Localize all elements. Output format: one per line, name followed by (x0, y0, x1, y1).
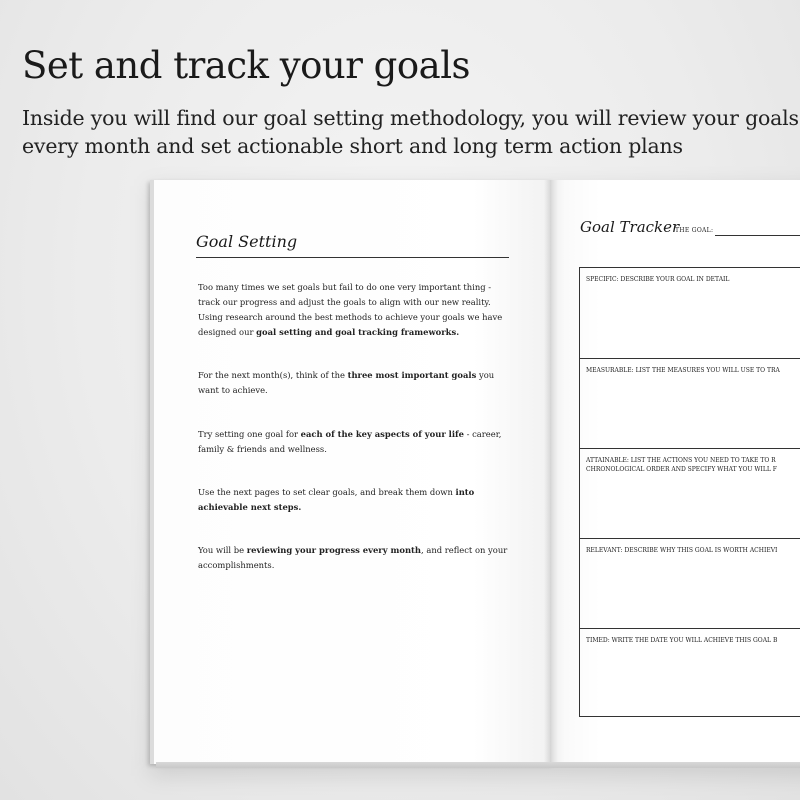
goal-setting-paragraph-4: Use the next pages to set clear goals, and break them down into achievable next steps. (198, 487, 475, 512)
tracker-row-timed (580, 628, 800, 718)
the-goal-line (715, 235, 800, 236)
book-gutter (544, 180, 558, 764)
goal-setting-paragraph-2: For the next month(s), think of the three most important goals you want to achieve. (198, 370, 495, 395)
the-goal-label: THE GOAL: (675, 227, 714, 234)
left-page (150, 180, 554, 764)
headline: Set and track your goals (22, 44, 471, 87)
tracker-row-label: RELEVANT: DESCRIBE WHY THIS GOAL IS WORTH ACHIEVI (586, 547, 778, 554)
goal-setting-title: Goal Setting (196, 232, 298, 251)
tracker-row-label: ATTAINABLE: LIST THE ACTIONS YOU NEED TO TAKE TO R CHRONOLOGICAL ORDER AND SPECIFY WHAT YOU WILL F (586, 457, 777, 473)
tracker-row-attainable (580, 448, 800, 538)
goal-setting-paragraph-5: You will be reviewing your progress every month, and reflect on your accomplishments. (198, 545, 508, 570)
goal-setting-rule (196, 257, 509, 258)
subheadline: Inside you will find our goal setting methodology, you will review your goals every month and set actionable short and long term action plans (22, 106, 799, 158)
goal-setting-paragraph-1: Too many times we set goals but fail to do one very important thing - track our progress and adjust the goals to align with our new reality. Using research around the best methods to achieve your goals we have designed our goal setting and goal tracking frameworks. (198, 282, 503, 337)
goal-tracker-title: Goal Tracker (580, 218, 680, 236)
tracker-row-label: TIMED: WRITE THE DATE YOU WILL ACHIEVE THIS GOAL B (586, 637, 778, 644)
tracker-row-specific (580, 268, 800, 358)
goal-setting-paragraph-3: Try setting one goal for each of the key aspects of your life - career, family & friends and wellness. (198, 429, 502, 454)
tracker-row-relevant (580, 538, 800, 628)
page-edge (156, 762, 800, 768)
tracker-row-label: SPECIFIC: DESCRIBE YOUR GOAL IN DETAIL (586, 276, 730, 283)
tracker-row-measurable (580, 358, 800, 448)
tracker-row-label: MEASURABLE: LIST THE MEASURES YOU WILL USE TO TRA (586, 367, 780, 374)
goal-tracker-table (579, 267, 800, 717)
